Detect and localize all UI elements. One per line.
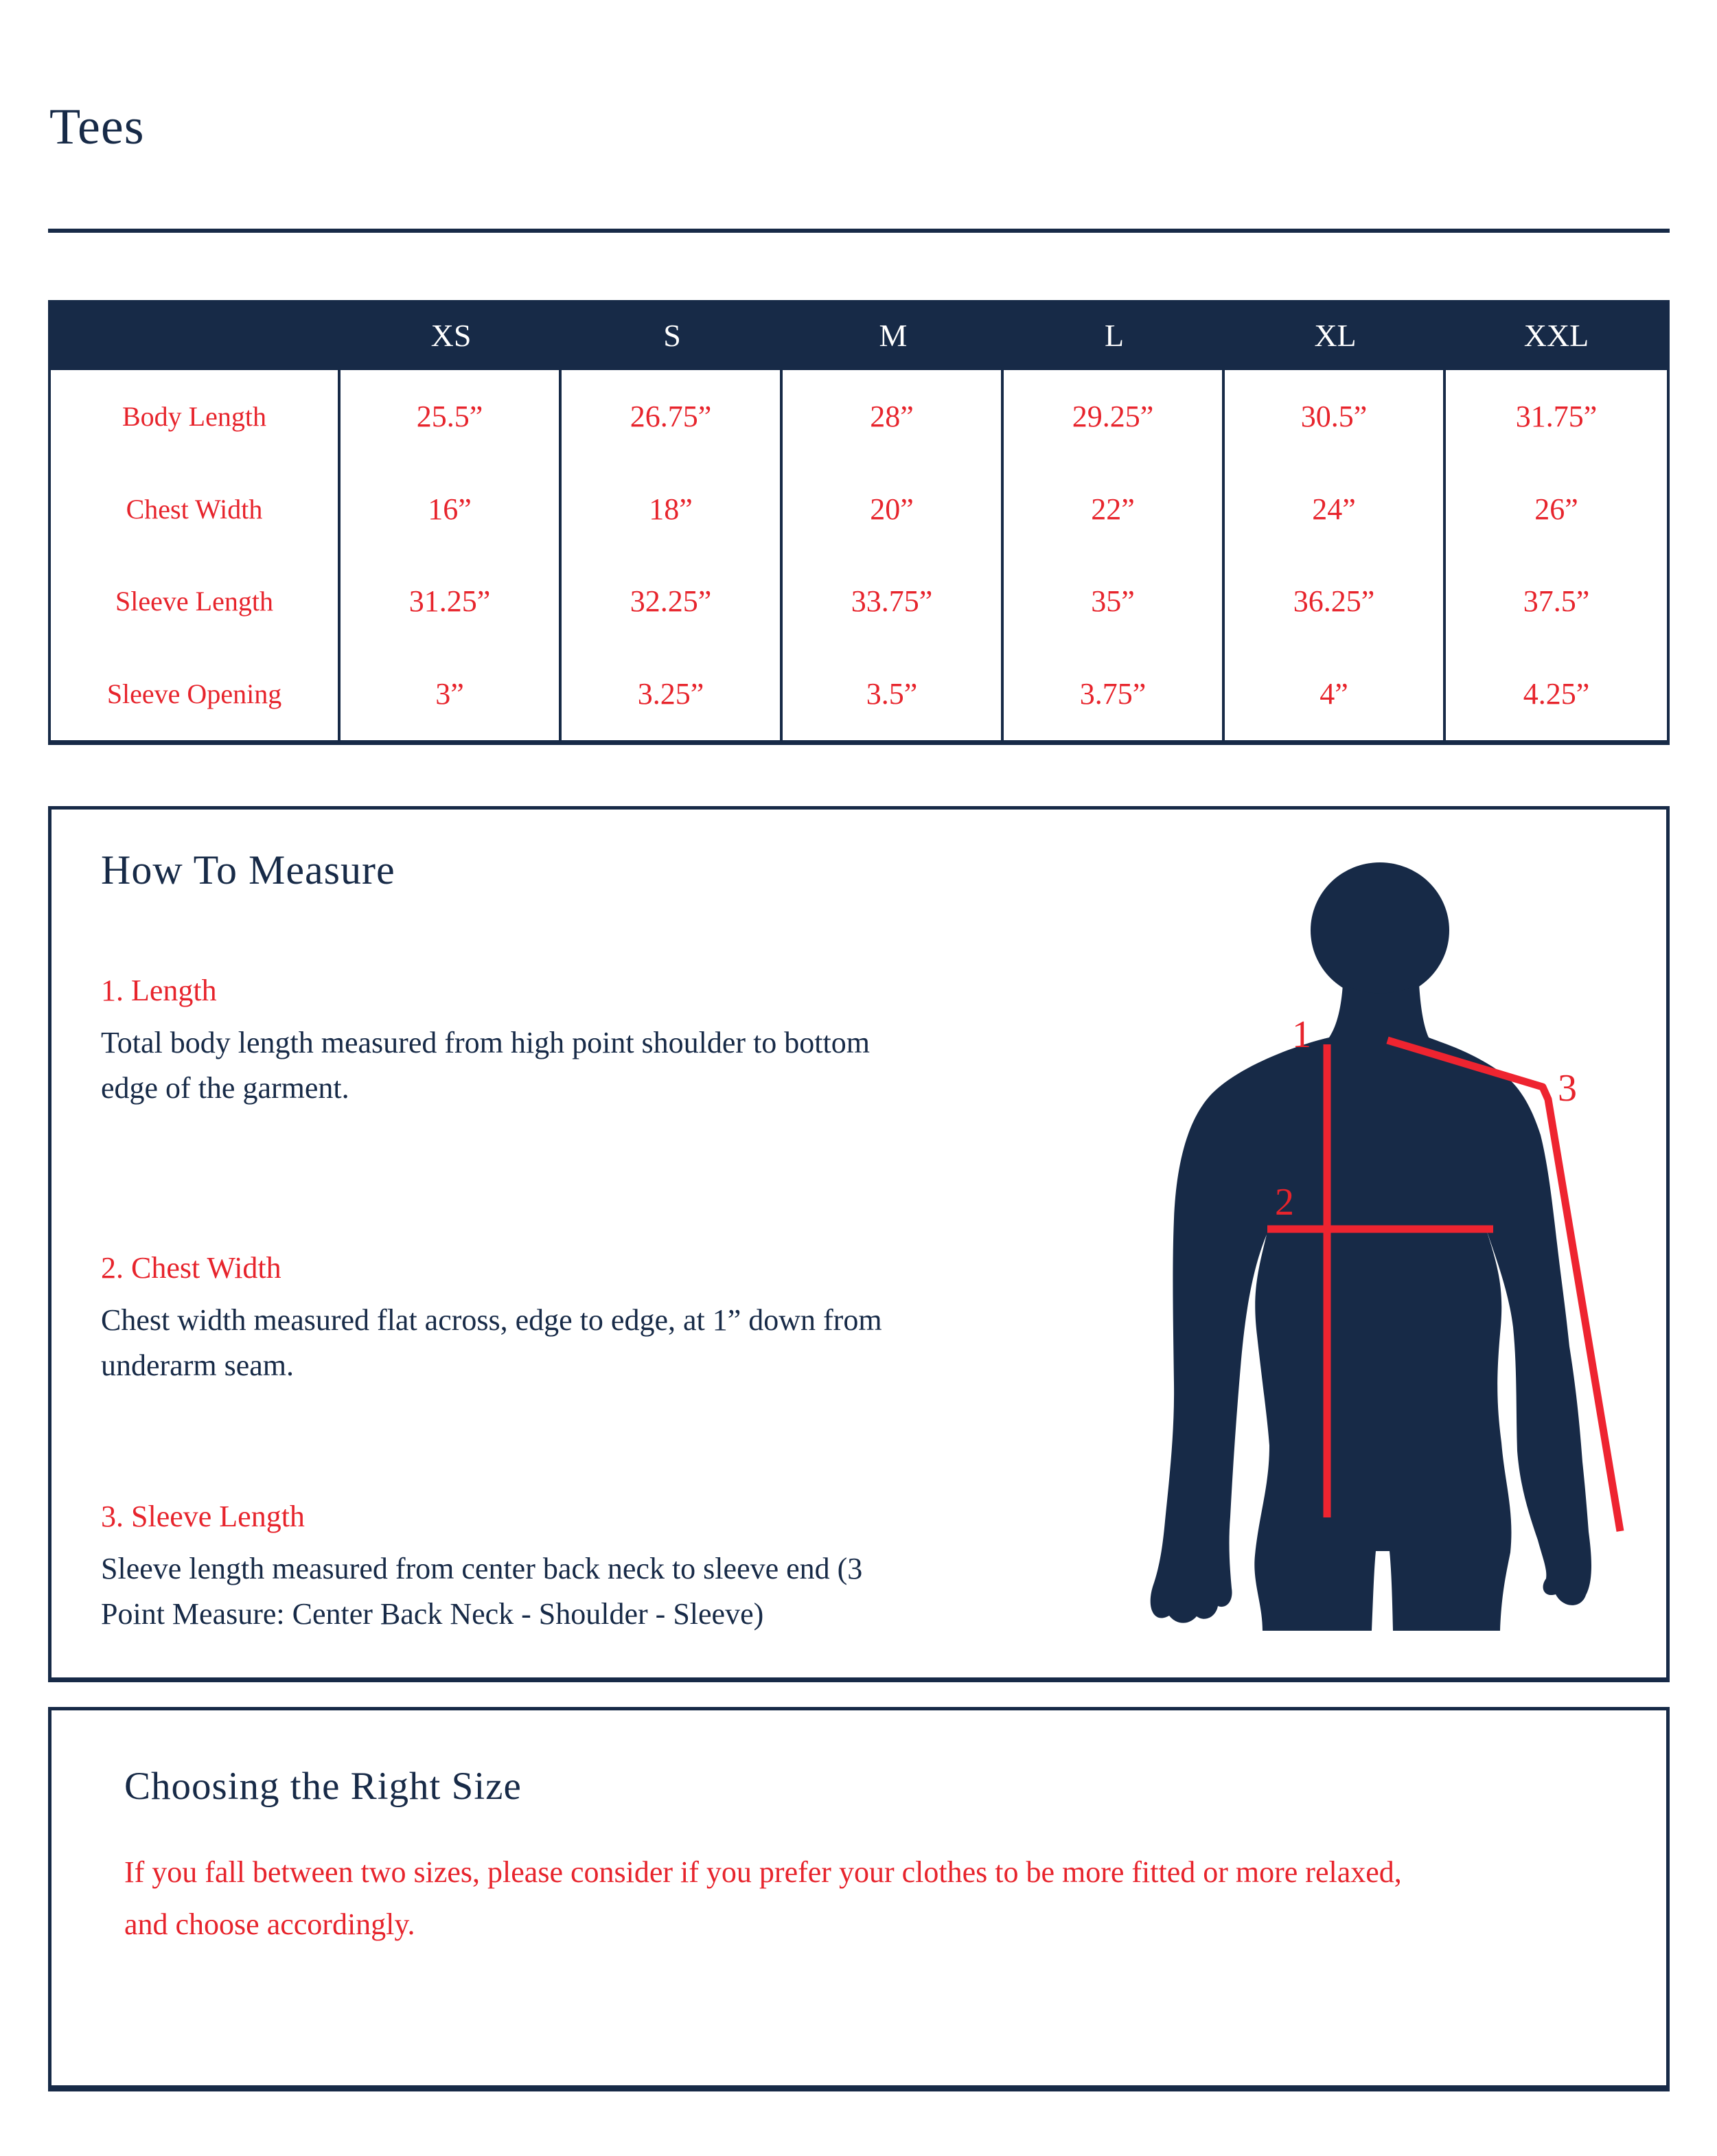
size-table-header-xxl: XXL	[1443, 300, 1670, 370]
table-cell: 31.75”	[1515, 399, 1598, 433]
choosing-size-section	[48, 1707, 1670, 2091]
step-title: 3. Sleeve Length	[101, 1500, 305, 1533]
table-cell: 32.25”	[562, 555, 783, 648]
table-cell: 16”	[341, 463, 562, 555]
how-to-measure-heading: How To Measure	[101, 847, 395, 893]
size-table-header-xs: XS	[338, 300, 564, 370]
row-label-chest-width: Chest Width	[51, 463, 341, 555]
step-title: 1. Length	[101, 974, 217, 1007]
title-divider	[48, 229, 1670, 233]
table-cell: 35”	[1004, 555, 1225, 648]
how-to-measure-section	[48, 806, 1670, 1682]
row-label-sleeve-length: Sleeve Length	[51, 555, 341, 648]
table-cell: 4.25”	[1523, 677, 1590, 711]
table-cell: 26”	[1534, 492, 1578, 526]
choosing-size-heading: Choosing the Right Size	[124, 1765, 522, 1808]
table-cell: 31.25”	[341, 555, 562, 648]
row-label-sleeve-opening: Sleeve Opening	[51, 647, 341, 740]
table-cell: 33.75”	[783, 555, 1004, 648]
table-cell: 22”	[1004, 463, 1225, 555]
body-silhouette-illustration	[1135, 826, 1684, 1684]
figure-label-2: 2	[1275, 1181, 1294, 1224]
figure-label-1: 1	[1292, 1013, 1311, 1056]
table-cell: 3.5”	[783, 647, 1004, 740]
step-description: Total body length measured from high point shoulder to bottom edge of the garment.	[101, 1026, 870, 1105]
table-cell: 18”	[562, 463, 783, 555]
measure-step-length	[101, 973, 911, 1111]
step-title: 2. Chest Width	[101, 1251, 281, 1285]
table-cell: 36.25”	[1225, 555, 1446, 648]
measure-step-sleeve-length	[101, 1499, 911, 1637]
choosing-size-body: If you fall between two sizes, please consider if you prefer your clothes to be more fitted or more relaxed, and choose accordingly.	[124, 1855, 1402, 1941]
row-label-body-length: Body Length	[51, 370, 341, 463]
measure-step-chest-width	[101, 1250, 911, 1388]
size-table	[48, 300, 1670, 745]
table-cell: 20”	[783, 463, 1004, 555]
table-cell: 30.5”	[1225, 370, 1446, 463]
silhouette-head	[1311, 862, 1449, 998]
table-cell: 26.75”	[562, 370, 783, 463]
measurement-figure	[1135, 826, 1684, 1684]
table-cell: 4”	[1225, 647, 1446, 740]
table-cell: 37.5”	[1523, 584, 1590, 619]
table-cell: 25.5”	[341, 370, 562, 463]
size-table-header-m: M	[780, 300, 1006, 370]
figure-label-3: 3	[1558, 1067, 1577, 1110]
table-cell: 28”	[783, 370, 1004, 463]
step-description: Chest width measured flat across, edge to edge, at 1” down from underarm seam.	[101, 1303, 882, 1382]
page-title: Tees	[49, 99, 145, 155]
table-cell: 3.75”	[1004, 647, 1225, 740]
step-description: Sleeve length measured from center back neck to sleeve end (3 Point Measure: Center Back Neck - Shoulder - Sleeve)	[101, 1552, 863, 1631]
size-table-header-s: S	[559, 300, 785, 370]
size-table-header-xl: XL	[1222, 300, 1449, 370]
table-cell: 3”	[341, 647, 562, 740]
table-cell: 3.25”	[562, 647, 783, 740]
size-table-header-l: L	[1001, 300, 1228, 370]
table-cell: 24”	[1225, 463, 1446, 555]
size-table-header-empty	[48, 300, 343, 370]
table-cell: 29.25”	[1004, 370, 1225, 463]
